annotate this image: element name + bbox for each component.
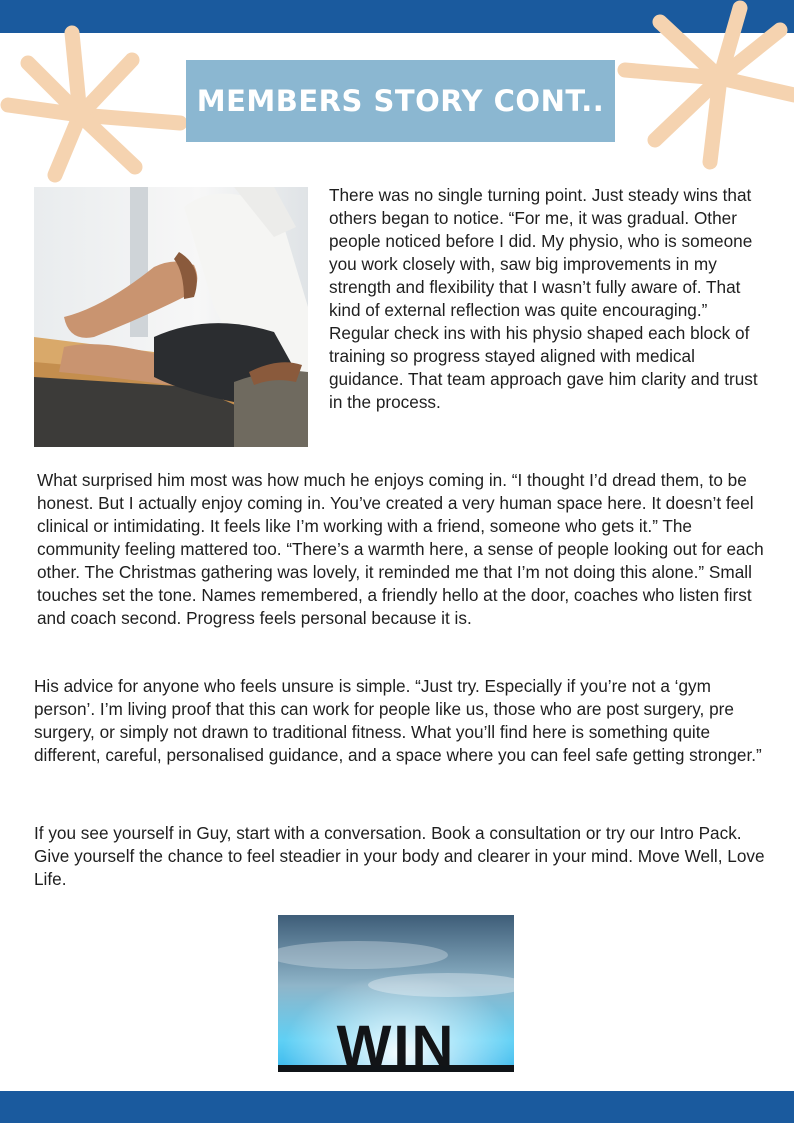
page-title: MEMBERS STORY CONT.. bbox=[196, 84, 605, 118]
story-paragraph-2: What surprised him most was how much he enjoys coming in. “I thought I’d dread them, to be honest. But I actually enjoy coming in. You’ve created a very human space here. It doesn’t feel clinical or intimidating. It feels like I’m working with a friend, someone who gets it.” The community feeling mattered too. “There’s a warmth here, a sense of people looking out for each other. The Christmas gathering was lovely, it reminded me that I’m not doing this alone.” Small touches set the tone. Names remembered, a friendly hello at the door, coaches who listen first and coach second. Progress feels personal because it is. bbox=[37, 470, 764, 628]
bottom-banner-bar bbox=[0, 1091, 794, 1123]
title-banner bbox=[186, 60, 615, 142]
starburst-decoration-right bbox=[610, 0, 794, 175]
story-paragraph-4: If you see yourself in Guy, start with a conversation. Book a consultation or try our Intro Pack. Give yourself the chance to feel steadier in your body and clearer in your mind. Move Well, Love Life. bbox=[34, 823, 765, 889]
physio-photo bbox=[34, 187, 308, 447]
starburst-decoration-left bbox=[0, 15, 190, 185]
win-photo bbox=[278, 915, 514, 1072]
story-paragraph-1: There was no single turning point. Just steady wins that others began to notice. “For me, it was gradual. Other people noticed before I did. My physio, who is someone you work closely with, saw big improvements in my strength and flexibility that I wasn’t fully aware of. That kind of external reflection was quite encouraging.” Regular check ins with his physio shaped each block of training so progress stayed aligned with medical guidance. That team approach gave him clarity and trust in the process. bbox=[329, 185, 758, 412]
story-paragraph-3: His advice for anyone who feels unsure is simple. “Just try. Especially if you’re not a ‘gym person’. I’m living proof that this can work for people like us, those who are post surgery, pre surgery, or simply not drawn to traditional fitness. What you’ll find here is something quite different, careful, personalised guidance, and a space where you can feel safe getting stronger.” bbox=[34, 676, 762, 765]
win-word: WIN bbox=[336, 1014, 456, 1072]
